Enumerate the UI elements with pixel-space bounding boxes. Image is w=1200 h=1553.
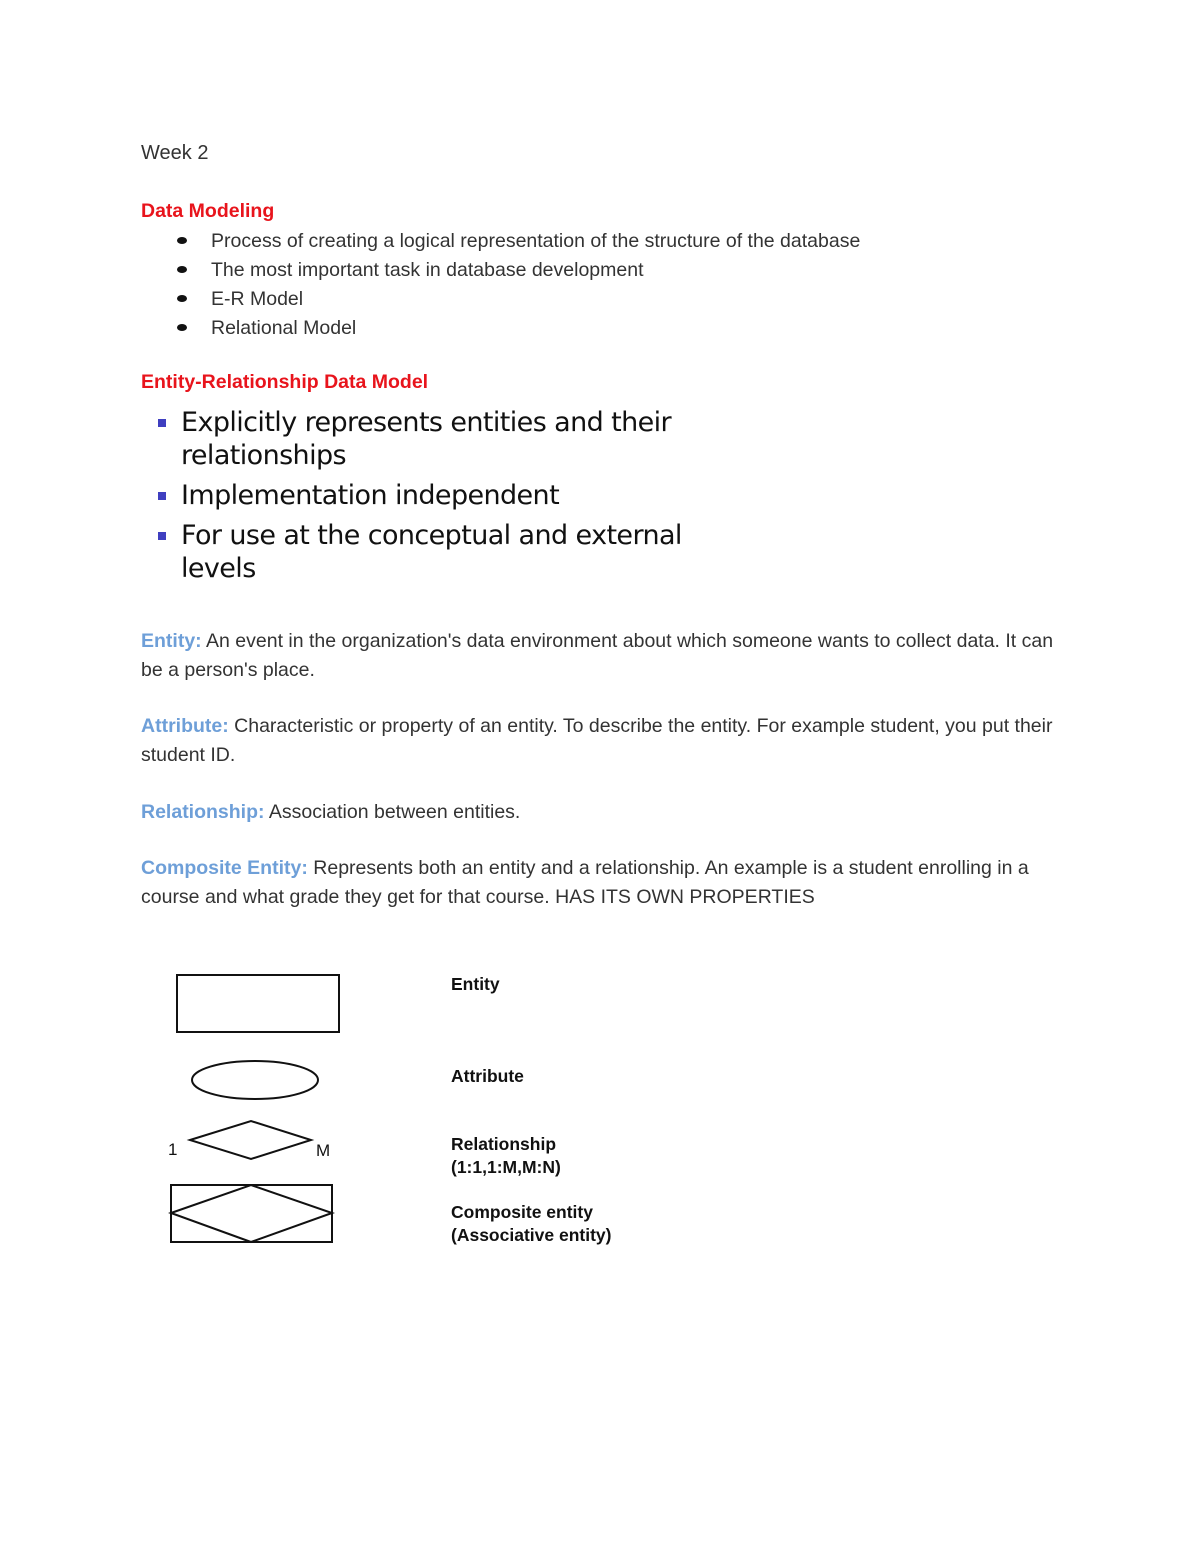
cardinality-one-label: 1 <box>168 1140 178 1159</box>
definition-text: Association between entities. <box>264 801 521 823</box>
relationship-diamond-symbol <box>190 1121 311 1159</box>
list-item <box>176 228 860 257</box>
bullet-square-icon <box>158 419 166 427</box>
list-item <box>156 519 716 585</box>
attribute-definition <box>141 712 1061 770</box>
attribute-ellipse-symbol <box>192 1061 318 1099</box>
bullet-dot-icon <box>177 324 187 331</box>
legend-composite-alt-label: (Associative entity) <box>451 1225 612 1245</box>
list-item-text: For use at the conceptual and external levels <box>181 520 682 584</box>
list-item-text: The most important task in database development <box>211 259 644 281</box>
list-item-text: Relational Model <box>211 317 357 339</box>
list-item-text: E-R Model <box>211 288 304 310</box>
definition-text: Characteristic or property of an entity. To describe the entity. For example student, you put their student ID. <box>141 715 1053 766</box>
week-label: Week 2 <box>141 142 209 164</box>
composite-entity-diamond-symbol <box>171 1185 332 1242</box>
list-item <box>176 257 860 286</box>
er-model-heading: Entity-Relationship Data Model <box>141 371 429 393</box>
definition-text: Represents both an entity and a relationship. An example is a student enrolling in a course and what grade they get for that course. HAS ITS OWN PROPERTIES <box>141 857 1029 908</box>
definition-term: Relationship: <box>141 801 265 823</box>
legend-composite-label: Composite entity <box>451 1202 593 1222</box>
bullet-dot-icon <box>177 295 187 302</box>
data-modeling-heading: Data Modeling <box>141 200 275 222</box>
legend-relationship-label: Relationship <box>451 1134 557 1154</box>
definition-term: Entity: <box>141 630 202 652</box>
composite-entity-definition <box>141 854 1061 912</box>
bullet-square-icon <box>158 492 166 500</box>
list-item <box>156 479 716 512</box>
definition-term: Composite Entity: <box>141 857 308 879</box>
legend-relationship-types: (1:1,1:M,M:N) <box>451 1157 561 1177</box>
entity-rectangle-symbol <box>177 975 339 1032</box>
cardinality-many-label: M <box>316 1141 331 1160</box>
er-model-list <box>156 406 716 592</box>
list-item <box>156 406 716 472</box>
entity-definition <box>141 627 1061 685</box>
bullet-dot-icon <box>177 266 187 273</box>
list-item <box>176 286 860 315</box>
composite-entity-rectangle-symbol <box>171 1185 332 1242</box>
relationship-definition <box>141 798 1061 827</box>
data-modeling-list <box>176 228 860 344</box>
definition-text: An event in the organization's data environment about which someone wants to collect data. It can be a person's place. <box>141 630 1054 681</box>
list-item-text: Explicitly represents entities and their relationships <box>181 407 672 471</box>
list-item-text: Implementation independent <box>181 480 560 511</box>
legend-entity-label: Entity <box>451 974 500 994</box>
definition-term: Attribute: <box>141 715 229 737</box>
bullet-square-icon <box>158 532 166 540</box>
list-item <box>176 315 860 344</box>
legend-attribute-label: Attribute <box>451 1066 524 1086</box>
er-notation-diagram <box>160 965 350 1255</box>
bullet-dot-icon <box>177 237 187 244</box>
list-item-text: Process of creating a logical representation of the structure of the database <box>211 230 861 252</box>
